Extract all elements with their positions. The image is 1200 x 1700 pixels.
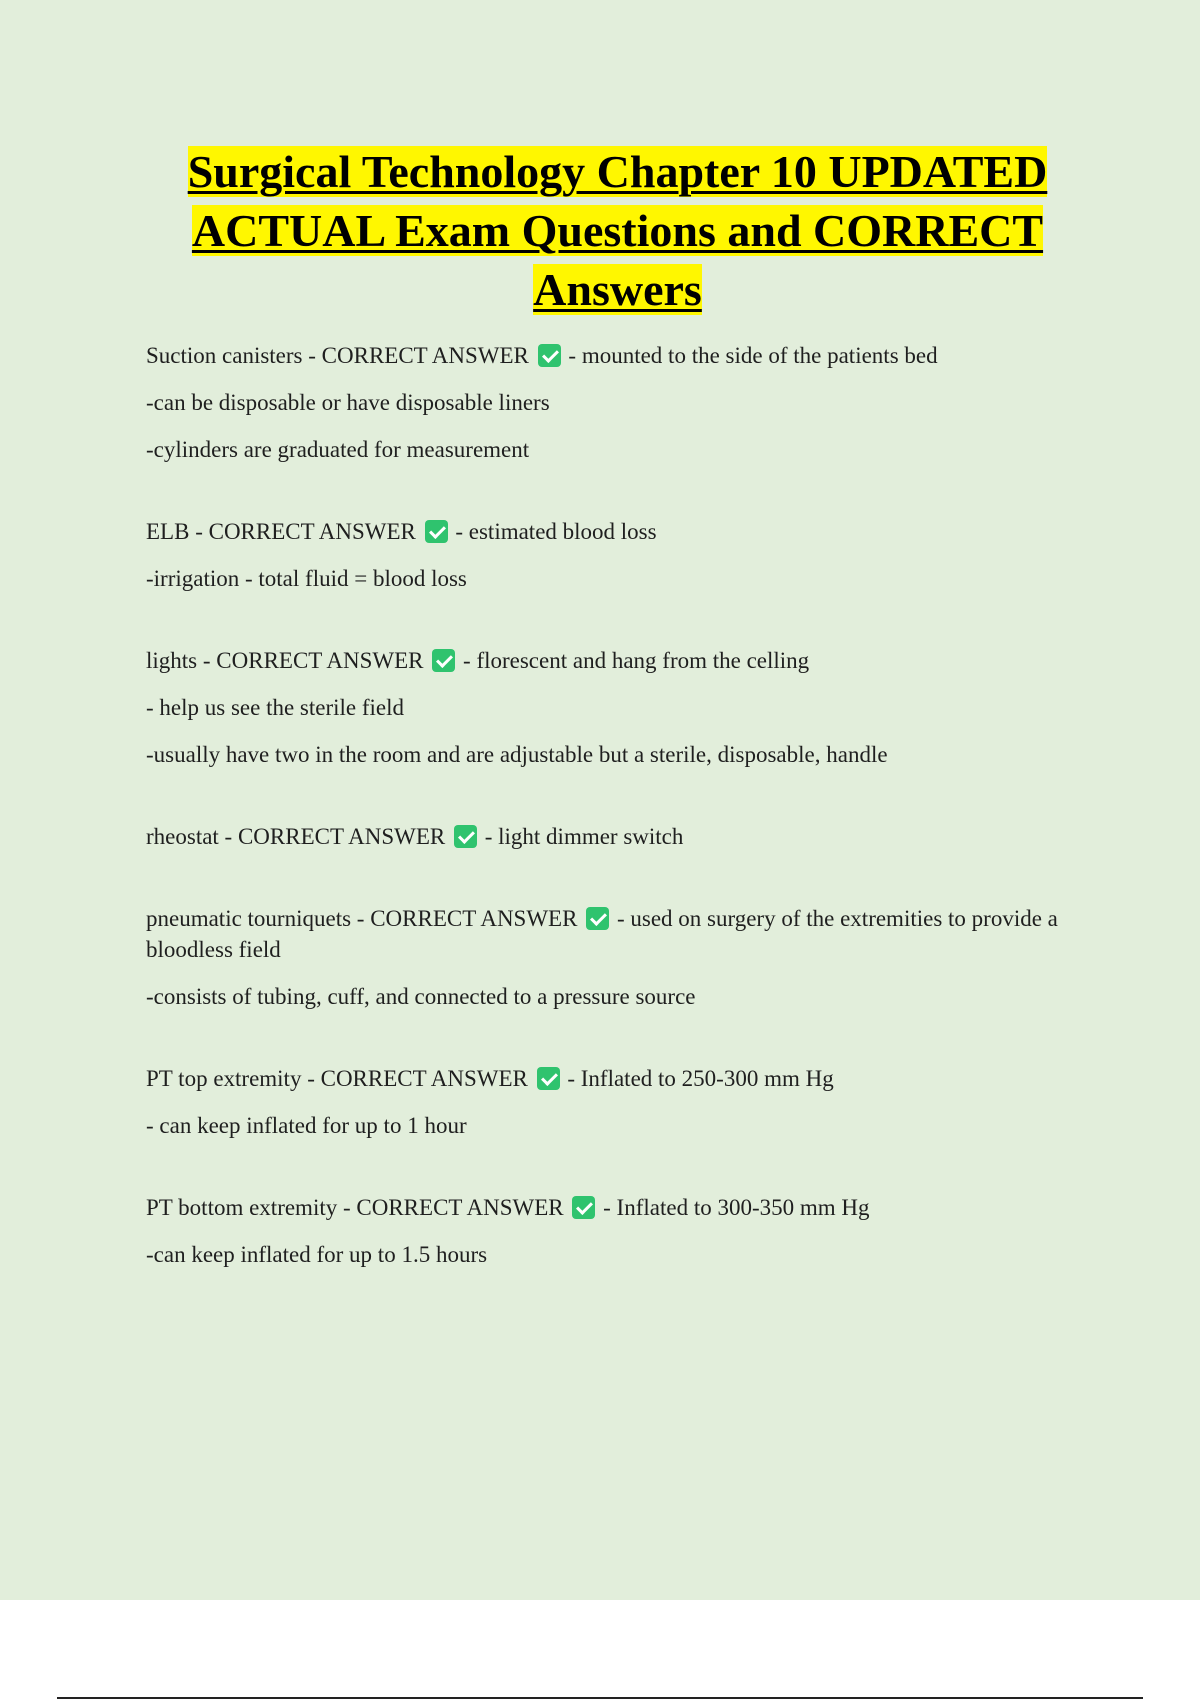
green-checkmark-icon bbox=[425, 520, 448, 543]
question-line bbox=[146, 1063, 1086, 1094]
answer-text: - light dimmer switch bbox=[484, 824, 684, 849]
green-checkmark-icon bbox=[454, 825, 477, 848]
question-term: Suction canisters - CORRECT ANSWER bbox=[146, 343, 529, 368]
qa-item bbox=[146, 645, 1086, 770]
qa-item bbox=[146, 1063, 1086, 1141]
question-line bbox=[146, 340, 1086, 371]
green-checkmark-icon bbox=[432, 649, 455, 672]
answer-note: -irrigation - total fluid = blood loss bbox=[146, 566, 467, 591]
answer-note: -consists of tubing, cuff, and connected to a pressure source bbox=[146, 984, 696, 1009]
answer-text: - Inflated to 250-300 mm Hg bbox=[567, 1066, 834, 1091]
qa-item bbox=[146, 340, 1086, 465]
question-line bbox=[146, 821, 1086, 852]
qa-item bbox=[146, 903, 1086, 1012]
qa-item bbox=[146, 821, 1086, 852]
qa-list bbox=[146, 340, 1086, 1321]
answer-text: - Inflated to 300-350 mm Hg bbox=[603, 1195, 870, 1220]
question-term: pneumatic tourniquets - CORRECT ANSWER bbox=[146, 906, 578, 931]
answer-note: -can keep inflated for up to 1.5 hours bbox=[146, 1242, 488, 1267]
question-line bbox=[146, 903, 1086, 965]
green-checkmark-icon bbox=[586, 907, 609, 930]
question-line bbox=[146, 1192, 1086, 1223]
question-term: PT top extremity - CORRECT ANSWER bbox=[146, 1066, 528, 1091]
question-line bbox=[146, 516, 1086, 547]
green-checkmark-icon bbox=[538, 344, 561, 367]
document-title-text: Surgical Technology Chapter 10 UPDATED ACTUAL Exam Questions and CORRECT Answers bbox=[187, 146, 1048, 315]
answer-text: - florescent and hang from the celling bbox=[463, 648, 810, 673]
qa-item bbox=[146, 1192, 1086, 1270]
qa-item bbox=[146, 516, 1086, 594]
answer-note: -cylinders are graduated for measurement bbox=[146, 437, 530, 462]
answer-text: - estimated blood loss bbox=[455, 519, 657, 544]
answer-text: - mounted to the side of the patients bed bbox=[568, 343, 938, 368]
question-term: ELB - CORRECT ANSWER bbox=[146, 519, 416, 544]
answer-note: - help us see the sterile field bbox=[146, 695, 405, 720]
title-block bbox=[140, 142, 1095, 319]
answer-note: - can keep inflated for up to 1 hour bbox=[146, 1113, 467, 1138]
question-term: lights - CORRECT ANSWER bbox=[146, 648, 424, 673]
answer-text: - used on surgery of the extremities to provide a bloodless field bbox=[146, 906, 1058, 962]
green-checkmark-icon bbox=[537, 1067, 560, 1090]
green-checkmark-icon bbox=[572, 1196, 595, 1219]
footer-divider bbox=[57, 1697, 1143, 1699]
question-line bbox=[146, 645, 1086, 676]
question-term: rheostat - CORRECT ANSWER bbox=[146, 824, 446, 849]
answer-note: -can be disposable or have disposable liners bbox=[146, 390, 550, 415]
document-title bbox=[140, 142, 1095, 319]
answer-note: -usually have two in the room and are adjustable but a sterile, disposable, handle bbox=[146, 742, 888, 767]
question-term: PT bottom extremity - CORRECT ANSWER bbox=[146, 1195, 564, 1220]
